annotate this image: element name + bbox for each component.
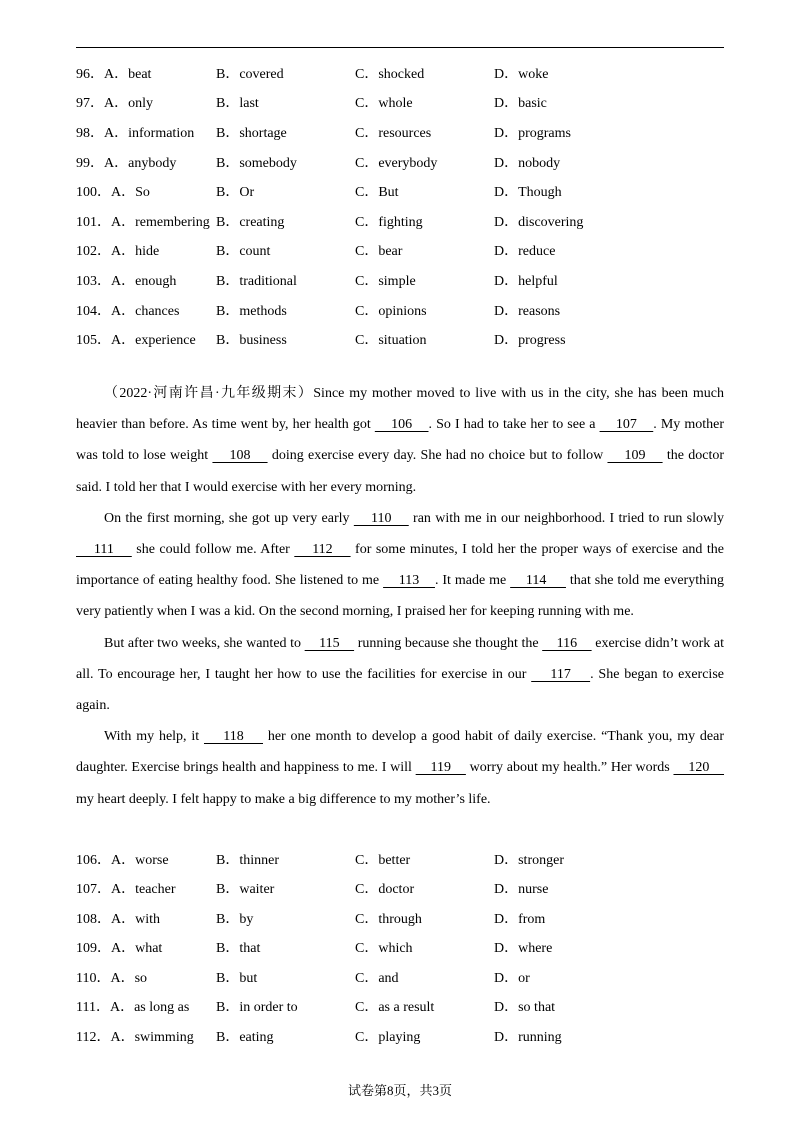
passage-text: . So I had to take her to see a (428, 417, 600, 433)
option-b: B．creating (216, 214, 285, 230)
question-row-109 (76, 933, 736, 963)
question-number: 97． (76, 96, 104, 112)
option-c: C．playing (355, 1029, 421, 1045)
question-row-99 (76, 147, 736, 177)
option-c: C．situation (355, 333, 427, 349)
question-number: 102． (76, 244, 111, 260)
passage-paragraph-1 (76, 378, 724, 503)
passage-text: running because she thought the (354, 635, 543, 651)
option-d: D．Though (494, 185, 562, 201)
question-number: 99． (76, 155, 104, 171)
option-b: B．eating (216, 1029, 274, 1045)
passage-text: that she told me everything very patiently when I was a kid. On the second morning, I praised her for keeping running with me. (76, 573, 725, 620)
passage-text: the doctor said. I told her that I would exercise with her every morning. (76, 448, 724, 495)
option-a: A．only (104, 96, 153, 112)
option-a: A．worse (111, 852, 169, 868)
question-number: 103． (76, 273, 111, 289)
option-a: A．teacher (111, 882, 176, 898)
option-a: A．experience (111, 333, 196, 349)
passage-text: But after two weeks, she wanted to (104, 635, 305, 651)
option-a: A．information (104, 125, 195, 141)
question-row-111 (76, 992, 736, 1022)
blank-117: 117 (531, 666, 591, 682)
option-c: C．and (355, 970, 399, 986)
blank-109: 109 (607, 448, 663, 464)
option-c: C．fighting (355, 214, 423, 230)
passage-text: her one month to develop a good habit of daily exercise. “Thank you, my dear daughter. Exercise brings health and happiness to me. I will (76, 729, 724, 776)
option-d: D．programs (494, 125, 571, 141)
option-b: B．in order to (216, 1000, 298, 1016)
option-c: C．which (355, 941, 413, 957)
question-number: 108． (76, 911, 111, 927)
option-b: B．methods (216, 303, 287, 319)
question-number: 106． (76, 852, 111, 868)
option-a: A．beat (104, 66, 152, 82)
blank-118: 118 (203, 729, 263, 745)
passage-text: With my help, it (104, 729, 204, 745)
header-rule (76, 47, 724, 48)
passage-paragraph-2 (76, 503, 724, 628)
blank-114: 114 (510, 573, 566, 589)
question-row-96 (76, 58, 736, 88)
option-d: D．reduce (494, 244, 556, 260)
blank-112: 112 (294, 542, 351, 558)
blank-116: 116 (542, 635, 592, 651)
question-row-104 (76, 295, 736, 325)
option-c: C．as a result (355, 1000, 435, 1016)
question-number: 101． (76, 214, 111, 230)
options-list-106-112 (76, 844, 736, 1051)
question-row-107 (76, 874, 736, 904)
question-number: 107． (76, 882, 111, 898)
question-row-101 (76, 206, 736, 236)
option-d: D．discovering (494, 214, 584, 230)
question-row-108 (76, 903, 736, 933)
option-d: D．basic (494, 96, 547, 112)
question-row-112 (76, 1021, 736, 1051)
option-b: B．last (216, 96, 259, 112)
option-a: A．chances (111, 303, 180, 319)
option-a: A．what (111, 941, 163, 957)
blank-107: 107 (599, 417, 654, 433)
question-row-102 (76, 236, 736, 266)
question-number: 100． (76, 185, 111, 201)
passage-text: . She began to exercise again. (76, 666, 724, 714)
option-b: B．waiter (216, 882, 275, 898)
blank-120: 120 (673, 760, 725, 776)
question-number: 112． (76, 1029, 111, 1045)
option-a: A．remembering (111, 214, 210, 230)
option-a: A．hide (111, 244, 160, 260)
option-c: C．simple (355, 273, 416, 289)
option-d: D．stronger (494, 852, 564, 868)
option-a: A．enough (111, 273, 177, 289)
passage-text: On the first morning, she got up very early (104, 510, 354, 526)
question-row-103 (76, 265, 736, 295)
option-b: B．business (216, 333, 287, 349)
option-c: C．resources (355, 125, 432, 141)
question-number: 109． (76, 941, 111, 957)
option-a: A．So (111, 185, 150, 201)
option-b: B．somebody (216, 155, 297, 171)
question-row-100 (76, 176, 736, 206)
question-number: 98． (76, 125, 104, 141)
option-d: D．so that (494, 1000, 556, 1016)
blank-119: 119 (415, 760, 466, 776)
blank-106: 106 (374, 417, 429, 433)
question-number: 96． (76, 66, 104, 82)
option-a: A．anybody (104, 155, 177, 171)
option-c: C．opinions (355, 303, 427, 319)
option-d: D．from (494, 911, 546, 927)
question-row-110 (76, 962, 736, 992)
question-number: 105． (76, 333, 111, 349)
option-b: B．that (216, 941, 261, 957)
passage-text: . It made me (434, 573, 511, 589)
option-a: A．as long as (109, 1000, 190, 1016)
question-row-97 (76, 88, 736, 118)
passage-text: doing exercise every day. She had no choice but to follow (267, 448, 608, 464)
page-footer: 试卷第8页，共3页 (347, 1083, 452, 1098)
option-c: C．bear (355, 244, 403, 260)
option-a: A．with (111, 911, 160, 927)
question-row-98 (76, 117, 736, 147)
option-c: C．But (355, 185, 399, 201)
blank-113: 113 (383, 573, 435, 589)
option-d: D．running (494, 1029, 562, 1045)
option-d: D．where (494, 941, 553, 957)
option-c: C．everybody (355, 155, 438, 171)
option-b: B．count (216, 244, 271, 260)
option-d: D．progress (494, 333, 566, 349)
option-d: D．helpful (494, 273, 558, 289)
option-c: C．whole (355, 96, 413, 112)
passage-text: my heart deeply. I felt happy to make a big difference to my mother’s life. (76, 791, 491, 807)
passage-text: ran with me in our neighborhood. I tried to run slowly (408, 510, 724, 526)
passage-text: worry about my health.” Her words (465, 760, 674, 776)
passage-text: （2022·河南许昌·九年级期末）Since my mother moved to live with us in the city, she has been much heavier than before. As time went by, her health got (76, 386, 724, 433)
option-d: D．reasons (494, 303, 561, 319)
passage-text: for some minutes, I told her the proper ways of exercise and the importance of eating healthy food. She listened to me (76, 542, 725, 589)
option-c: C．shocked (355, 66, 425, 82)
options-list-96-105 (76, 58, 736, 354)
question-row-106 (76, 844, 736, 874)
option-b: B．covered (216, 66, 284, 82)
passage-paragraph-3 (76, 628, 724, 722)
option-c: C．through (355, 911, 422, 927)
option-c: C．better (355, 852, 411, 868)
option-b: B．traditional (216, 273, 297, 289)
option-b: B．shortage (216, 125, 287, 141)
question-row-105 (76, 324, 736, 354)
option-b: B．thinner (216, 852, 279, 868)
option-b: B．Or (216, 185, 255, 201)
passage-text: she could follow me. After (131, 542, 295, 558)
blank-110: 110 (353, 510, 409, 526)
option-a: A．swimming (110, 1029, 194, 1045)
question-number: 111． (76, 1000, 110, 1016)
option-d: D．or (494, 970, 530, 986)
passage-text: exercise didn’t work at all. To encourage her, I taught her how to use the facilities for exercise in our (76, 635, 724, 682)
option-d: D．nurse (494, 882, 549, 898)
option-a: A．so (110, 970, 148, 986)
passage-text: . My mother was told to lose weight (76, 417, 725, 464)
question-number: 104． (76, 303, 111, 319)
question-number: 110． (76, 970, 111, 986)
option-c: C．doctor (355, 882, 415, 898)
blank-108: 108 (212, 448, 268, 464)
blank-115: 115 (304, 635, 355, 651)
cloze-passage (76, 378, 724, 815)
option-d: D．woke (494, 66, 549, 82)
option-b: B．but (216, 970, 258, 986)
passage-paragraph-4 (76, 721, 724, 815)
option-b: B．by (216, 911, 254, 927)
blank-111: 111 (76, 542, 132, 558)
option-d: D．nobody (494, 155, 561, 171)
